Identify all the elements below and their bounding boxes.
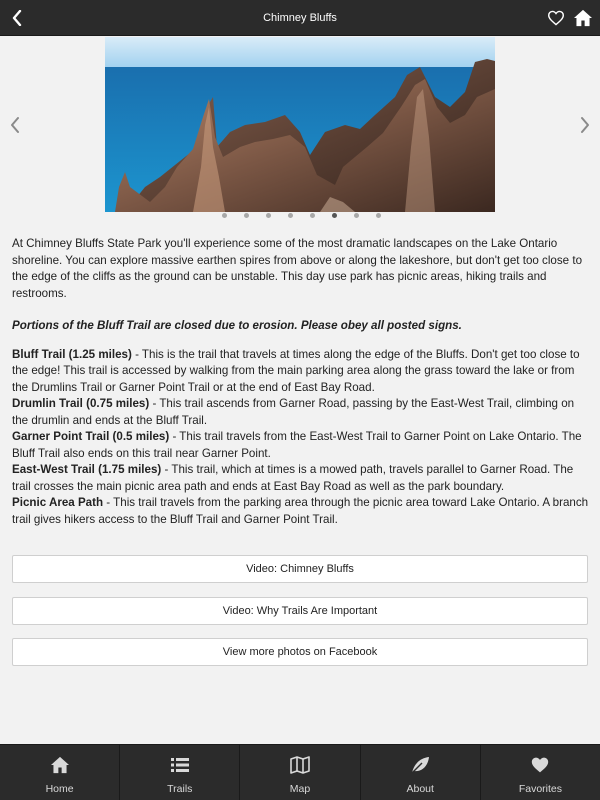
trail-entry xyxy=(12,495,590,528)
photo-gallery[interactable] xyxy=(0,37,600,223)
trail-entry xyxy=(12,429,590,462)
gallery-dot[interactable] xyxy=(354,213,359,218)
gallery-pagination xyxy=(0,213,600,218)
trail-description: - This trail travels from the East-West Trail to Garner Point on Lake Ontario. The Bluff Trail also ends on this trail near Garner Point. xyxy=(12,430,582,460)
trail-name: Drumlin Trail (0.75 miles) xyxy=(12,397,150,410)
tab-label: Map xyxy=(289,783,311,795)
facebook-photos-button[interactable]: View more photos on Facebook xyxy=(12,638,588,666)
home-icon xyxy=(50,755,70,775)
gallery-photo[interactable] xyxy=(105,37,495,212)
chevron-right-icon xyxy=(580,116,590,134)
bottom-tab-bar xyxy=(0,744,600,800)
intro-paragraph: At Chimney Bluffs State Park you'll experience some of the most dramatic landscapes on the Lake Ontario shoreline. You can explore massive earthen spires from above or along the lakeshore, but don't get too close to the edge of the cliffs as the ground can be unstable. This day use park has picnic areas, hiking trails and restrooms. xyxy=(12,237,583,300)
trail-description: - This trail ascends from Garner Road, passing by the East-West Trail, climbing on the drumlin and ends at the Bluff Trail. xyxy=(12,397,575,427)
gallery-dot-active[interactable] xyxy=(332,213,337,218)
chimney-bluffs-photo xyxy=(105,37,495,212)
home-icon xyxy=(573,9,593,27)
gallery-next-button[interactable] xyxy=(575,113,595,137)
tab-label: About xyxy=(406,783,434,795)
trail-description: - This trail, which at times is a mowed path, travels parallel to Garner Road. The trail crosses the main picnic area path and ends at East Bay Road as well as the park boundary. xyxy=(12,463,574,493)
gallery-dot[interactable] xyxy=(222,213,227,218)
trail-entry xyxy=(12,347,590,397)
page-title: Chimney Bluffs xyxy=(263,12,337,24)
gallery-dot[interactable] xyxy=(266,213,271,218)
trail-name: Garner Point Trail (0.5 miles) xyxy=(12,430,170,443)
park-description xyxy=(12,236,590,528)
trail-description: - This is the trail that travels at times along the edge of the Bluffs. Don't get too close to the edge! This trail is accessed by walking from the main parking area along the grass toward the lake or from the Drumlins Trail or Garner Point Trail or at the end of East Bay Road. xyxy=(12,347,580,394)
gallery-prev-button[interactable] xyxy=(5,113,25,137)
trail-name: East-West Trail (1.75 miles) xyxy=(12,463,162,476)
chevron-left-icon xyxy=(10,116,20,134)
tab-label: Favorites xyxy=(518,783,562,795)
map-icon xyxy=(290,755,310,775)
heart-icon xyxy=(530,755,550,775)
video-why-trails-button[interactable]: Video: Why Trails Are Important xyxy=(12,597,588,625)
gallery-dot[interactable] xyxy=(288,213,293,218)
gallery-dot[interactable] xyxy=(376,213,381,218)
favorite-button[interactable] xyxy=(544,6,568,30)
gallery-dot[interactable] xyxy=(244,213,249,218)
home-button[interactable] xyxy=(571,6,595,30)
leaf-icon xyxy=(410,755,430,775)
tab-trails[interactable] xyxy=(120,745,240,800)
tab-home[interactable] xyxy=(0,745,120,800)
tab-label: Trails xyxy=(167,783,193,795)
closure-notice: Portions of the Bluff Trail are closed due to erosion. Please obey all posted signs. xyxy=(12,319,462,332)
tab-favorites[interactable] xyxy=(481,745,600,800)
gallery-dot[interactable] xyxy=(310,213,315,218)
tab-about[interactable] xyxy=(361,745,481,800)
trail-entry xyxy=(12,462,590,495)
trail-description: - This trail travels from the parking area through the picnic area toward Lake Ontario. A branch trail gives hikers access to the Bluff Trail and Garner Point Trail. xyxy=(12,496,589,526)
trail-name: Bluff Trail (1.25 miles) xyxy=(12,347,132,361)
trail-entry xyxy=(12,396,590,429)
tab-map[interactable] xyxy=(240,745,360,800)
video-chimney-bluffs-button[interactable]: Video: Chimney Bluffs xyxy=(12,555,588,583)
trail-name: Picnic Area Path xyxy=(12,496,104,509)
tab-label: Home xyxy=(45,783,74,795)
heart-outline-icon xyxy=(547,10,565,26)
top-nav-bar xyxy=(0,0,600,36)
list-icon xyxy=(170,755,190,775)
